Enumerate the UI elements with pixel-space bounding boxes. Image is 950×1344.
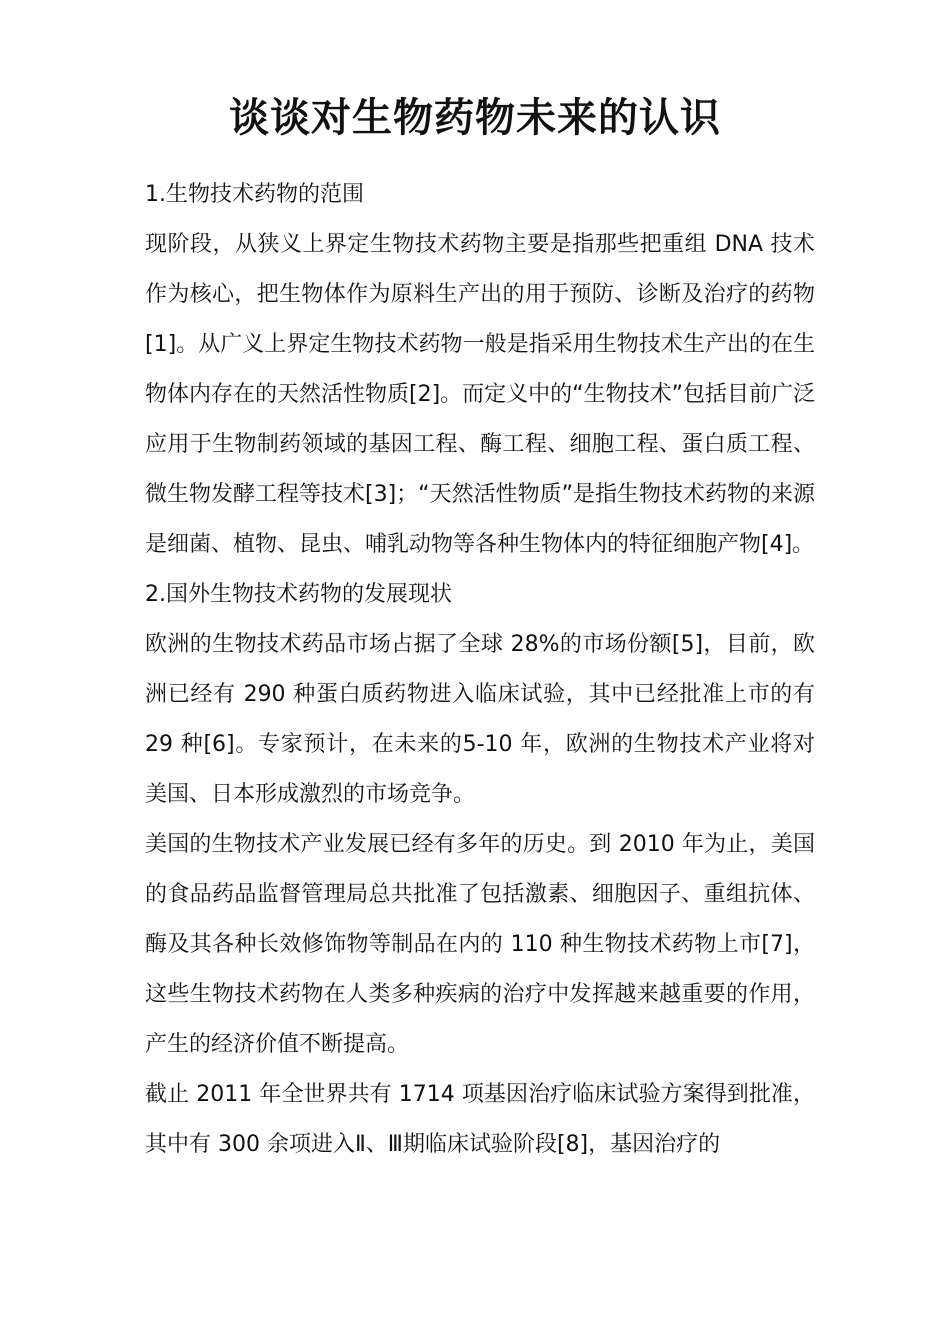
section-heading: 1.生物技术药物的范围 bbox=[145, 182, 364, 207]
paragraph: 截止 2011 年全世界共有 1714 项基因治疗临床试验方案得到批准，其中有 300 余项进入Ⅱ、Ⅲ期临床试验阶段[8]，基因治疗的 bbox=[145, 1082, 815, 1157]
document-body bbox=[145, 170, 815, 1170]
section-heading: 2.国外生物技术药物的发展现状 bbox=[145, 582, 452, 607]
paragraph: 欧洲的生物技术药品市场占据了全球 28%的市场份额[5]，目前，欧洲已经有 290 种蛋白质药物进入临床试验，其中已经批准上市的有 29 种[6]。专家预计，在未来的5-10 年，欧洲的生物技术产业将对美国、日本形成激烈的市场竞争。 bbox=[145, 632, 815, 807]
paragraph: 现阶段，从狭义上界定生物技术药物主要是指那些把重组 DNA 技术作为核心，把生物体作为原料生产出的用于预防、诊断及治疗的药物[1]。从广义上界定生物技术药物一般是指采用生物技术生产出的在生物体内存在的天然活性物质[2]。而定义中的“生物技术”包括目前广泛应用于生物制药领域的基因工程、酶工程、细胞工程、蛋白质工程、微生物发酵工程等技术[3]；“天然活性物质”是指生物技术药物的来源是细菌、植物、昆虫、哺乳动物等各种生物体内的特征细胞产物[4]。 bbox=[145, 232, 815, 557]
document-title: 谈谈对生物药物未来的认识 bbox=[229, 95, 721, 141]
paragraph: 美国的生物技术产业发展已经有多年的历史。到 2010 年为止，美国的食品药品监督管理局总共批准了包括激素、细胞因子、重组抗体、酶及其各种长效修饰物等制品在内的 110 种生物技术药物上市[7]，这些生物技术药物在人类多种疾病的治疗中发挥越来越重要的作用，产生的经济价值不断提高。 bbox=[145, 832, 815, 1057]
